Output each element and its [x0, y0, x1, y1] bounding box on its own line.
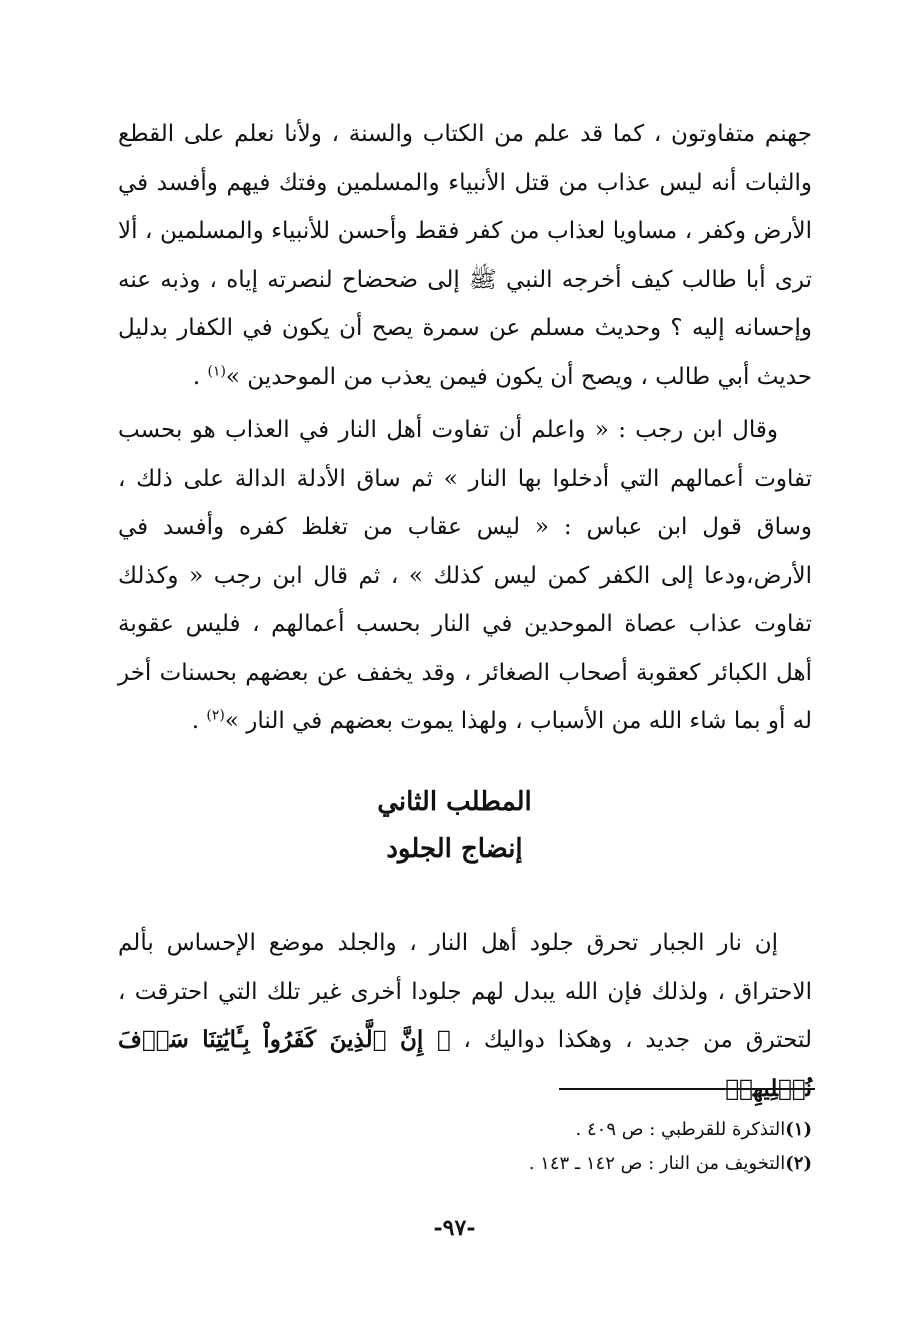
paragraph-1-text: جهنم متفاوتون ، كما قد علم من الكتاب والسنة ، ولأنا نعلم على القطع والثبات أنه ليس عذاب من قتل الأنبياء والمسلمين وفتك فيهم وأفسد في الأرض وكفر ، مساويا لعذاب من كفر فقط وأحسن للأنبياء والمسلمين ، ألا ترى أبا طالب كيف أخرجه النبي ﷺ إلى ضحضاح لنصرته إياه ، وذبه عنه وإحسانه إليه ؟ وحديث مسلم عن سمرة يصح أن يكون في الكفار بدليل حديث أبي طالب ، ويصح أن يكون فيمن يعذب من الموحدين »: [118, 121, 812, 390]
footnote-1-text: التذكرة للقرطبي : ص ٤٠٩ .: [575, 1119, 786, 1140]
footnote-ref-1[interactable]: (١): [207, 362, 226, 379]
section-subtitle: إنضاج الجلود: [386, 834, 523, 864]
paragraph-2: [118, 406, 812, 746]
paragraph-2-end: .: [191, 708, 207, 734]
footnote-divider: [559, 1088, 815, 1090]
footnote-2: [118, 1147, 812, 1181]
footnote-ref-2[interactable]: (٢): [206, 707, 225, 724]
footnote-2-number: (٢): [785, 1153, 812, 1174]
paragraph-2-text: وقال ابن رجب : « واعلم أن تفاوت أهل النار في العذاب هو بحسب تفاوت أعمالهم التي أدخلوا بها النار » ثم ساق الأدلة الدالة على ذلك ، وساق قول ابن عباس : « ليس عقاب من تغلظ كفره وأفسد في الأرض،ودعا إلى الكفر كمن ليس كذلك » ، ثم قال ابن رجب « وكذلك تفاوت عذاب عصاة الموحدين في النار بحسب أعمالهم ، فليس عقوبة أهل الكبائر كعقوبة أصحاب الصغائر ، وقد يخفف عن بعضهم بحسنات أخر له أو بما شاء الله من الأسباب ، ولهذا يموت بعضهم في النار »: [118, 417, 813, 734]
paragraph-1: [118, 110, 812, 401]
section-title: المطلب الثاني: [377, 787, 532, 817]
footnote-2-text: التخويف من النار : ص ١٤٢ ـ ١٤٣ .: [528, 1153, 786, 1174]
footnote-1-number: (١): [785, 1119, 812, 1140]
quran-quote: ﴿ إِنَّ ٱلَّذِينَ كَفَرُواْ بِـَٔايَٰتِنَا سَوۡفَ نُصۡلِيهِمۡ: [118, 1026, 812, 1102]
paragraph-3: [118, 919, 812, 1113]
page-number: -٩٧-: [433, 1215, 476, 1241]
footnotes: [118, 1113, 812, 1181]
paragraph-1-end: .: [192, 363, 208, 390]
paragraph-3-text: إن نار الجبار تحرق جلود أهل النار ، والجلد موضع الإحساس بألم الاحتراق ، ولذلك فإن الله يبدل لهم جلودا أخرى غير تلك التي احترقت ، لتحترق من جديد ، وهكذا دواليك ،: [118, 930, 812, 1053]
footnote-1: [118, 1113, 812, 1147]
